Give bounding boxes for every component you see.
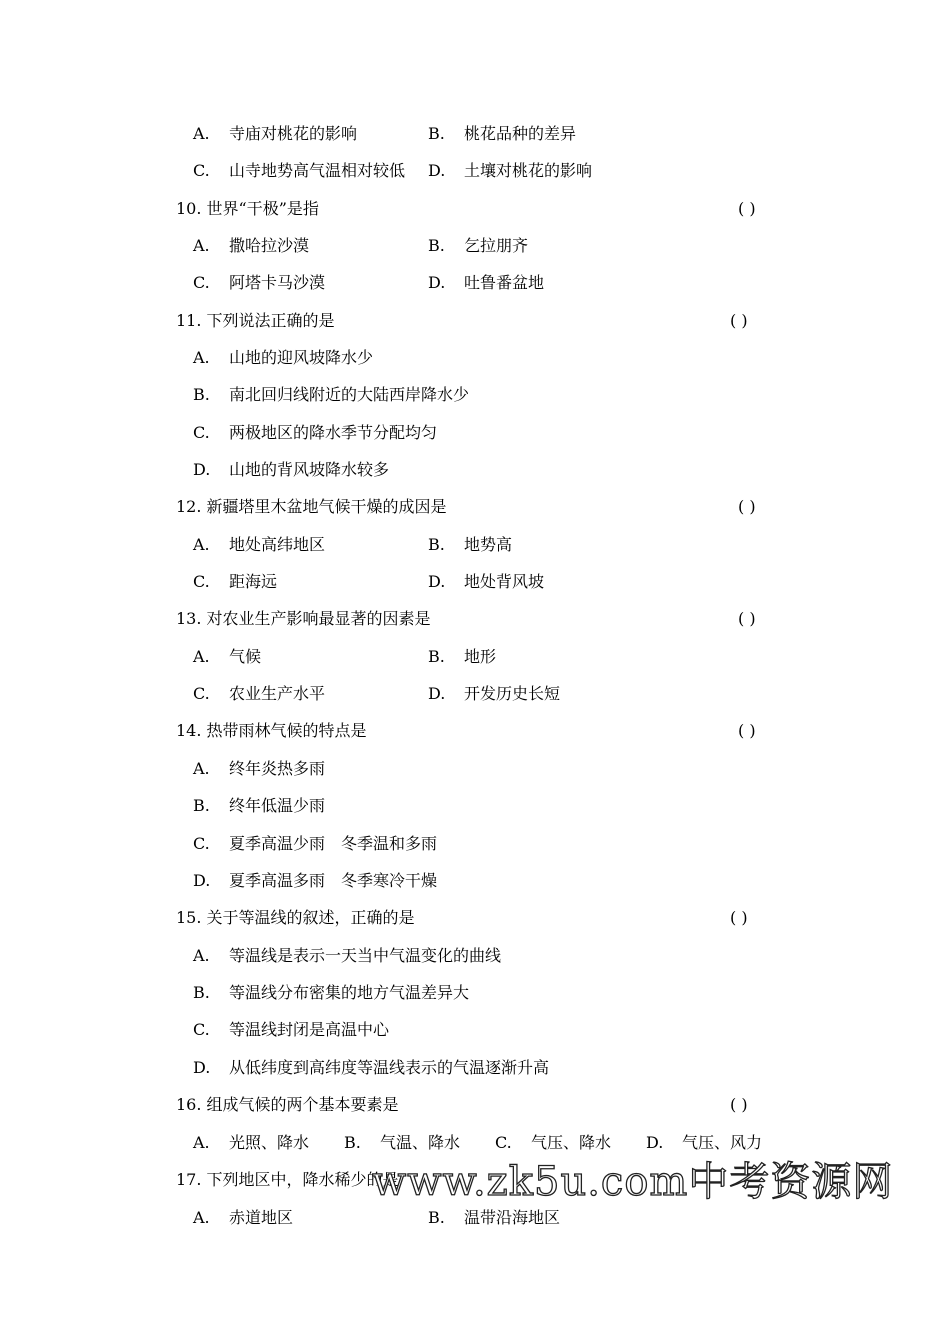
option-label: D.	[428, 684, 446, 703]
option-label: C.	[193, 423, 210, 442]
option-text: 农业生产水平	[229, 684, 326, 703]
option-label: B.	[193, 983, 210, 1002]
option-text: 温带沿海地区	[464, 1208, 561, 1227]
option-text: 距海远	[229, 572, 278, 591]
option-17b	[428, 1208, 560, 1228]
question-13-stem: 13. 对农业生产影响最显著的因素是	[176, 609, 431, 628]
option-label: B.	[428, 647, 445, 666]
option-label: C.	[193, 572, 210, 591]
option-13c	[193, 684, 325, 704]
option-label: B.	[428, 535, 445, 554]
option-9d	[428, 161, 592, 181]
option-text: 山地的迎风坡降水少	[229, 348, 374, 367]
option-text: 等温线封闭是高温中心	[229, 1020, 390, 1039]
option-17a	[193, 1208, 293, 1228]
option-label: A.	[193, 946, 210, 965]
option-label: C.	[193, 1020, 210, 1039]
option-12d	[428, 572, 544, 592]
option-15d	[193, 1058, 549, 1078]
option-15a	[193, 946, 501, 966]
question-14-stem: 14. 热带雨林气候的特点是	[176, 721, 367, 740]
option-text: 从低纬度到高纬度等温线表示的气温逐渐升高	[229, 1058, 550, 1077]
option-label: D.	[428, 161, 446, 180]
option-text: 南北回归线附近的大陆西岸降水少	[229, 385, 470, 404]
option-15b	[193, 983, 469, 1003]
option-text: 终年炎热多雨	[229, 759, 326, 778]
option-label: D.	[193, 1058, 211, 1077]
answer-blank-14: ( )	[738, 721, 756, 740]
option-text: 阿塔卡马沙漠	[229, 273, 326, 292]
option-13a	[193, 647, 261, 667]
option-11a	[193, 348, 373, 368]
option-label: C.	[193, 273, 210, 292]
option-13b	[428, 647, 496, 667]
answer-blank-10: ( )	[738, 199, 756, 218]
question-15-stem: 15. 关于等温线的叙述，正确的是	[176, 908, 415, 927]
answer-blank-16: ( )	[730, 1095, 748, 1114]
option-label: A.	[193, 647, 210, 666]
option-10b	[428, 236, 528, 256]
answer-blank-15: ( )	[730, 908, 748, 927]
option-label: D.	[428, 572, 446, 591]
option-label: A.	[193, 348, 210, 367]
option-text: 两极地区的降水季节分配均匀	[229, 423, 438, 442]
option-12c	[193, 572, 277, 592]
option-text: 等温线分布密集的地方气温差异大	[229, 983, 470, 1002]
option-13d	[428, 684, 560, 704]
option-label: D.	[646, 1133, 664, 1152]
option-text: 气温、降水	[380, 1133, 461, 1152]
option-label: A.	[193, 236, 210, 255]
answer-blank-11: ( )	[730, 311, 748, 330]
option-14b	[193, 796, 325, 816]
option-14a	[193, 759, 325, 779]
option-label: A.	[193, 1133, 210, 1152]
option-label: B.	[428, 1208, 445, 1227]
option-10c	[193, 273, 325, 293]
option-16a	[193, 1133, 309, 1153]
option-text: 寺庙对桃花的影响	[229, 124, 358, 143]
option-text: 夏季高温少雨 冬季温和多雨	[229, 834, 438, 853]
option-text: 地势高	[464, 535, 513, 554]
option-text: 山地的背风坡降水较多	[229, 460, 390, 479]
option-label: D.	[193, 871, 211, 890]
question-16-stem: 16. 组成气候的两个基本要素是	[176, 1095, 399, 1114]
option-text: 桃花品种的差异	[464, 124, 577, 143]
option-text: 地处高纬地区	[229, 535, 326, 554]
question-11-stem: 11. 下列说法正确的是	[176, 311, 335, 330]
option-text: 夏季高温多雨 冬季寒冷干燥	[229, 871, 438, 890]
option-text: 地处背风坡	[464, 572, 545, 591]
option-10a	[193, 236, 309, 256]
option-text: 赤道地区	[229, 1208, 294, 1227]
watermark: www.zk5u.com中考资源网	[372, 1159, 894, 1205]
option-text: 土壤对桃花的影响	[464, 161, 593, 180]
option-9b	[428, 124, 576, 144]
option-text: 气压、降水	[531, 1133, 612, 1152]
option-label: B.	[428, 124, 445, 143]
option-label: D.	[428, 273, 446, 292]
option-label: B.	[193, 385, 210, 404]
option-text: 吐鲁番盆地	[464, 273, 545, 292]
option-text: 撒哈拉沙漠	[229, 236, 310, 255]
option-label: A.	[193, 1208, 210, 1227]
option-label: A.	[193, 535, 210, 554]
option-text: 气压、风力	[682, 1133, 763, 1152]
option-12b	[428, 535, 512, 555]
option-12a	[193, 535, 325, 555]
option-14d	[193, 871, 437, 891]
option-16d	[646, 1133, 762, 1153]
option-label: A.	[193, 759, 210, 778]
option-10d	[428, 273, 544, 293]
option-14c	[193, 834, 437, 854]
option-text: 终年低温少雨	[229, 796, 326, 815]
option-11b	[193, 385, 469, 405]
option-text: 山寺地势高气温相对较低	[229, 161, 406, 180]
option-9c	[193, 161, 405, 181]
question-12-stem: 12. 新疆塔里木盆地气候干燥的成因是	[176, 497, 447, 516]
option-text: 光照、降水	[229, 1133, 310, 1152]
option-label: B.	[193, 796, 210, 815]
option-label: A.	[193, 124, 210, 143]
option-11c	[193, 423, 437, 443]
option-11d	[193, 460, 389, 480]
answer-blank-12: ( )	[738, 497, 756, 516]
answer-blank-13: ( )	[738, 609, 756, 628]
option-text: 地形	[464, 647, 497, 666]
option-16b	[344, 1133, 460, 1153]
option-16c	[495, 1133, 611, 1153]
option-15c	[193, 1020, 389, 1040]
option-9a	[193, 124, 357, 144]
option-label: C.	[193, 161, 210, 180]
option-label: C.	[495, 1133, 512, 1152]
option-label: C.	[193, 834, 210, 853]
question-17-stem: 17. 下列地区中，降水稀少的是	[176, 1170, 399, 1189]
option-label: B.	[344, 1133, 361, 1152]
option-text: 等温线是表示一天当中气温变化的曲线	[229, 946, 502, 965]
option-text: 气候	[229, 647, 262, 666]
option-text: 开发历史长短	[464, 684, 561, 703]
option-label: D.	[193, 460, 211, 479]
question-10-stem: 10. 世界“干极”是指	[176, 199, 319, 218]
option-text: 乞拉朋齐	[464, 236, 529, 255]
option-label: C.	[193, 684, 210, 703]
option-label: B.	[428, 236, 445, 255]
